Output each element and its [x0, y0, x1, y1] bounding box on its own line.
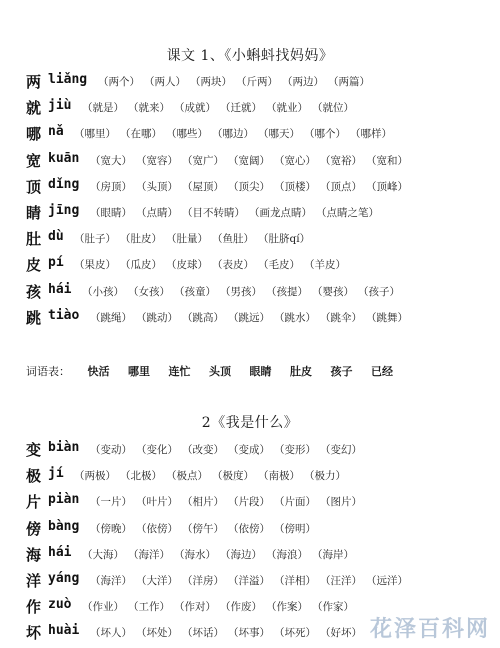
hanzi-char: 两: [26, 73, 42, 91]
example-word: （宽容）: [136, 154, 178, 167]
vocab-word: 孩子: [330, 365, 353, 378]
pinyin: zuò: [48, 597, 72, 613]
example-word: （极力）: [304, 470, 346, 483]
example-word: （成就）: [174, 102, 216, 115]
example-word: （宽广）: [182, 154, 224, 167]
vocab-list: [26, 363, 408, 379]
example-word: （哪样）: [350, 128, 392, 141]
example-word: （片面）: [274, 496, 316, 509]
example-word: （依傍）: [228, 522, 270, 535]
example-word: （好坏）: [320, 627, 362, 640]
word-list: [90, 573, 412, 588]
word-list: [74, 257, 350, 272]
word-list: [82, 284, 404, 299]
example-word: （跳动）: [136, 311, 178, 324]
word-list: [82, 547, 358, 562]
example-word: （点睛）: [136, 207, 178, 219]
hanzi-char: 作: [26, 598, 42, 617]
example-word: （海水）: [174, 548, 216, 561]
example-word: （两极）: [74, 470, 116, 483]
example-word: （海边）: [220, 548, 262, 561]
hanzi-char: 肚: [26, 230, 42, 249]
example-word: （就业）: [266, 102, 308, 115]
example-word: （北极）: [120, 470, 162, 483]
example-word: （跳绳）: [90, 311, 132, 324]
example-word: （就位）: [312, 102, 354, 115]
example-word: （果皮）: [74, 259, 116, 272]
example-word: （婴孩）: [312, 285, 354, 298]
example-word: （海浪）: [266, 548, 308, 561]
hanzi-char: 坏: [26, 624, 42, 643]
example-word: （目不转睛）: [182, 207, 245, 219]
example-word: （女孩）: [128, 285, 170, 298]
pinyin: dù: [48, 229, 64, 245]
example-word: （洋房）: [182, 575, 224, 587]
example-word: （作案）: [266, 601, 308, 614]
example-word: （顶尖）: [228, 180, 270, 193]
example-word: （跳高）: [182, 311, 224, 324]
hanzi-char: 就: [26, 99, 42, 118]
hanzi-char: 片: [26, 493, 42, 512]
pinyin: hái: [48, 544, 72, 560]
hanzi-char: 孩: [26, 282, 42, 301]
example-word: （海洋）: [128, 548, 170, 561]
example-word: （南极）: [258, 470, 300, 483]
vocab-word: 已经: [371, 365, 393, 378]
hanzi-char: 傍: [26, 519, 42, 538]
example-word: （宽和）: [366, 154, 408, 167]
lesson2-title: 2《我是什么》: [201, 415, 299, 431]
example-word: （顶点）: [320, 180, 362, 193]
example-word: （宽裕）: [320, 154, 362, 167]
example-word: （哪天）: [258, 128, 300, 141]
example-word: （变形）: [274, 444, 316, 456]
example-word: （两块）: [190, 76, 232, 88]
word-list: [82, 100, 358, 115]
hanzi-char: 极: [26, 467, 42, 486]
pinyin: yáng: [48, 571, 80, 586]
example-word: （傍午）: [182, 522, 224, 535]
example-word: （点睛之笔）: [316, 207, 379, 219]
pinyin: biàn: [48, 440, 80, 455]
example-word: （迁就）: [220, 102, 262, 115]
example-word: （头顶）: [136, 180, 178, 193]
example-word: （肚脐qí）: [258, 233, 311, 246]
pinyin: pí: [48, 255, 64, 271]
pinyin: huài: [48, 623, 80, 639]
vocab-word: 哪里: [128, 365, 150, 378]
hanzi-char: 海: [26, 545, 42, 564]
vocab-word: 眼睛: [249, 365, 272, 378]
example-word: （工作）: [128, 601, 170, 614]
example-word: （宽心）: [274, 154, 316, 167]
hanzi-char: 变: [26, 441, 42, 459]
pinyin: bàng: [48, 518, 80, 534]
pinyin: tiào: [48, 307, 80, 323]
example-word: （汪洋）: [320, 575, 362, 587]
word-list: [90, 310, 412, 325]
example-word: （跳远）: [228, 311, 270, 324]
example-word: （肚子）: [74, 233, 116, 246]
example-word: （海洋）: [90, 575, 132, 587]
vocab-word: 肚皮: [290, 365, 312, 378]
example-word: （就来）: [128, 102, 170, 115]
example-word: （跳舞）: [366, 311, 408, 324]
hanzi-char: 皮: [26, 256, 42, 275]
example-word: （男孩）: [220, 285, 262, 298]
example-word: （皮球）: [166, 259, 208, 272]
example-word: （宽大）: [90, 154, 132, 167]
hanzi-char: 洋: [26, 572, 42, 590]
example-word: （作对）: [174, 601, 216, 614]
pinyin: nǎ: [48, 124, 64, 140]
example-word: （房顶）: [90, 180, 132, 193]
pinyin: jīng: [48, 203, 80, 218]
word-list: [90, 179, 412, 194]
pinyin: dǐng: [48, 176, 80, 192]
example-word: （眼睛）: [90, 207, 132, 219]
example-word: （一片）: [90, 496, 132, 509]
word-list: [90, 442, 366, 457]
example-word: （孩童）: [174, 285, 216, 298]
example-word: （在哪）: [120, 128, 162, 141]
example-word: （两个）: [98, 76, 140, 88]
pinyin: jiù: [48, 98, 72, 114]
word-list: [90, 625, 366, 640]
example-word: （鱼肚）: [212, 233, 254, 246]
vocab-word: 连忙: [168, 365, 191, 378]
pinyin: jí: [48, 466, 64, 482]
pinyin: liǎng: [48, 72, 88, 87]
watermark-logo: 花泽百科网: [369, 617, 490, 642]
example-word: （表皮）: [212, 259, 254, 272]
hanzi-char: 睛: [26, 204, 42, 222]
example-word: （依傍）: [136, 522, 178, 535]
pinyin: piàn: [48, 492, 80, 508]
lesson1-title: 课文 1、《小蝌蚪找妈妈》: [166, 48, 334, 64]
hanzi-char: 哪: [26, 125, 42, 144]
example-word: （坏事）: [228, 627, 270, 640]
example-word: （羊皮）: [304, 259, 346, 272]
example-word: （变成）: [228, 444, 270, 456]
word-list: [90, 494, 366, 509]
word-list: [90, 153, 412, 168]
example-word: （哪边）: [212, 128, 254, 141]
example-word: （孩提）: [266, 285, 308, 298]
word-list: [74, 126, 396, 141]
example-word: （远洋）: [366, 575, 408, 587]
hanzi-char: 宽: [26, 151, 42, 170]
example-word: （相片）: [182, 496, 224, 509]
example-word: （哪个）: [304, 128, 346, 141]
word-list: [90, 521, 320, 536]
example-word: （片段）: [228, 496, 270, 509]
example-word: （坏话）: [182, 627, 224, 640]
example-word: （变幻）: [320, 444, 362, 456]
example-word: （极点）: [166, 470, 208, 483]
example-word: （肚量）: [166, 233, 208, 246]
word-list: [90, 205, 383, 220]
example-word: （海岸）: [312, 548, 354, 561]
example-word: （改变）: [182, 444, 224, 456]
example-word: （哪里）: [74, 128, 116, 141]
example-word: （毛皮）: [258, 259, 300, 272]
word-list: [98, 74, 374, 89]
example-word: （叶片）: [136, 496, 178, 509]
example-word: （作家）: [312, 601, 354, 614]
pinyin: kuān: [48, 150, 80, 166]
example-word: （小孩）: [82, 285, 124, 298]
pinyin: hái: [48, 281, 72, 297]
example-word: （跳伞）: [320, 311, 362, 324]
example-word: （洋溢）: [228, 575, 270, 587]
example-word: （作废）: [220, 601, 262, 614]
vocab-label: 词语表：: [26, 365, 70, 378]
vocab-word: 头顶: [209, 365, 231, 378]
example-word: （图片）: [320, 496, 362, 509]
example-word: （就是）: [82, 102, 124, 115]
vocab-word: 快活: [87, 365, 110, 378]
example-word: （坏处）: [136, 627, 178, 640]
example-word: （屋顶）: [182, 180, 224, 193]
example-word: （孩子）: [358, 285, 400, 298]
example-word: （大洋）: [136, 575, 178, 587]
hanzi-char: 顶: [26, 177, 42, 196]
word-list: [74, 468, 350, 483]
example-word: （跳水）: [274, 311, 316, 324]
example-word: （画龙点睛）: [249, 207, 312, 219]
example-word: （极度）: [212, 470, 254, 483]
example-word: （变化）: [136, 444, 178, 456]
example-word: （斤两）: [236, 76, 278, 88]
example-word: （顶峰）: [366, 180, 408, 193]
example-word: （顶楼）: [274, 180, 316, 193]
example-word: （傍明）: [274, 522, 316, 535]
example-word: （大海）: [82, 548, 124, 561]
example-word: （作业）: [82, 601, 124, 614]
example-word: （两边）: [282, 76, 324, 88]
hanzi-char: 跳: [26, 308, 42, 327]
example-word: （肚皮）: [120, 233, 162, 246]
example-word: （坏人）: [90, 627, 132, 640]
word-list: [82, 599, 358, 614]
example-word: （洋相）: [274, 575, 316, 587]
example-word: （瓜皮）: [120, 259, 162, 272]
example-word: （宽阔）: [228, 154, 270, 167]
example-word: （坏死）: [274, 627, 316, 640]
example-word: （两人）: [144, 76, 186, 88]
example-word: （傍晚）: [90, 522, 132, 535]
example-word: （两篇）: [328, 76, 370, 88]
example-word: （变动）: [90, 444, 132, 456]
word-list: [74, 231, 314, 246]
example-word: （哪些）: [166, 128, 208, 141]
